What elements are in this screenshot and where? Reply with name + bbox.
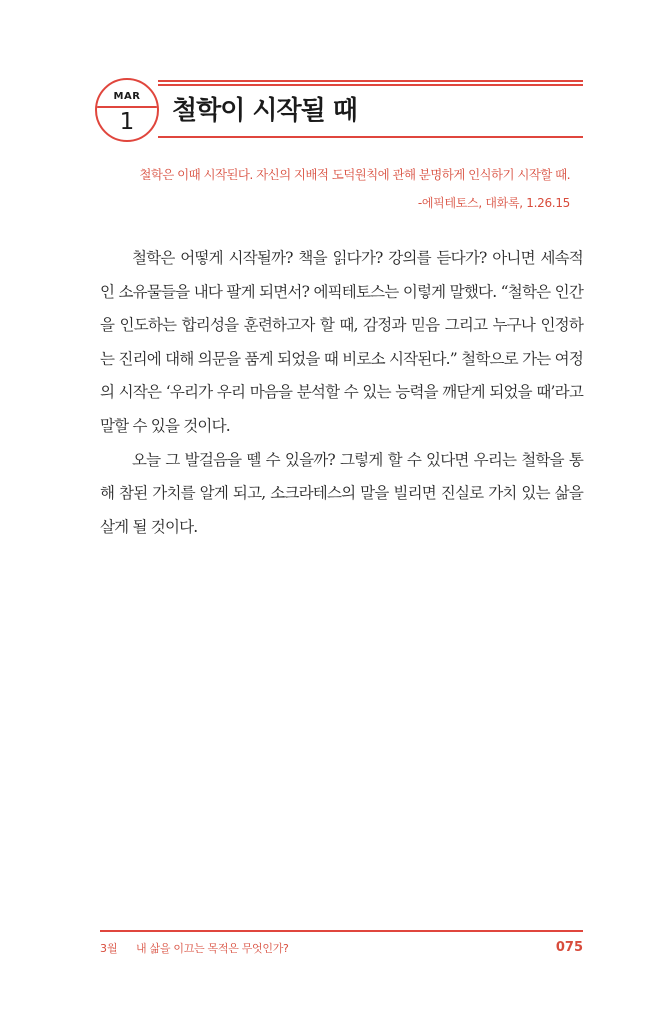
epigraph-source: -에픽테토스, 대화록, 1.26.15: [417, 196, 570, 210]
footer-rule: [100, 930, 583, 932]
page-number: 075: [555, 940, 583, 955]
header-rule-bottom: [158, 136, 583, 138]
epigraph: [100, 166, 570, 212]
footer-section-title: 내 삶을 이끄는 목적은 무엇인가?: [136, 942, 289, 955]
badge-month: MAR: [113, 91, 141, 102]
body-paragraph: 철학은 어떻게 시작될까? 책을 읽다가? 강의를 듣다가? 아니면 세속적인 소유물들을 내다 팔게 되면서? 에픽테토스는 이렇게 말했다. “철학은 인간을 인도하는 합리성을 훈련하고자 할 때, 감정과 믿음 그리고 누구나 인정하는 진리에 대해 의문을 품게 되었을 때 비로소 시작된다.” 철학으로 가는 여정의 시작은 ‘우리가 우리 마음을 분석할 수 있는 능력을 깨닫게 되었을 때’라고 말할 수 있을 것이다.: [100, 249, 583, 435]
date-badge: [95, 78, 159, 142]
page-title: 철학이 시작될 때: [172, 96, 357, 126]
footer-chapter: 3월: [100, 942, 118, 955]
body-text: [100, 242, 583, 544]
epigraph-quote: 철학은 이때 시작된다. 자신의 지배적 도덕원칙에 관해 분명하게 인식하기 시작할 때.: [139, 167, 570, 182]
header-rule-top-second: [158, 84, 583, 86]
badge-day: 1: [119, 109, 135, 135]
body-paragraph: 오늘 그 발걸음을 뗄 수 있을까? 그렇게 할 수 있다면 우리는 철학을 통해 참된 가치를 알게 되고, 소크라테스의 말을 빌리면 진실로 가치 있는 삶을 살게 될 것이다.: [100, 450, 583, 536]
header-rule-top: [158, 80, 583, 82]
